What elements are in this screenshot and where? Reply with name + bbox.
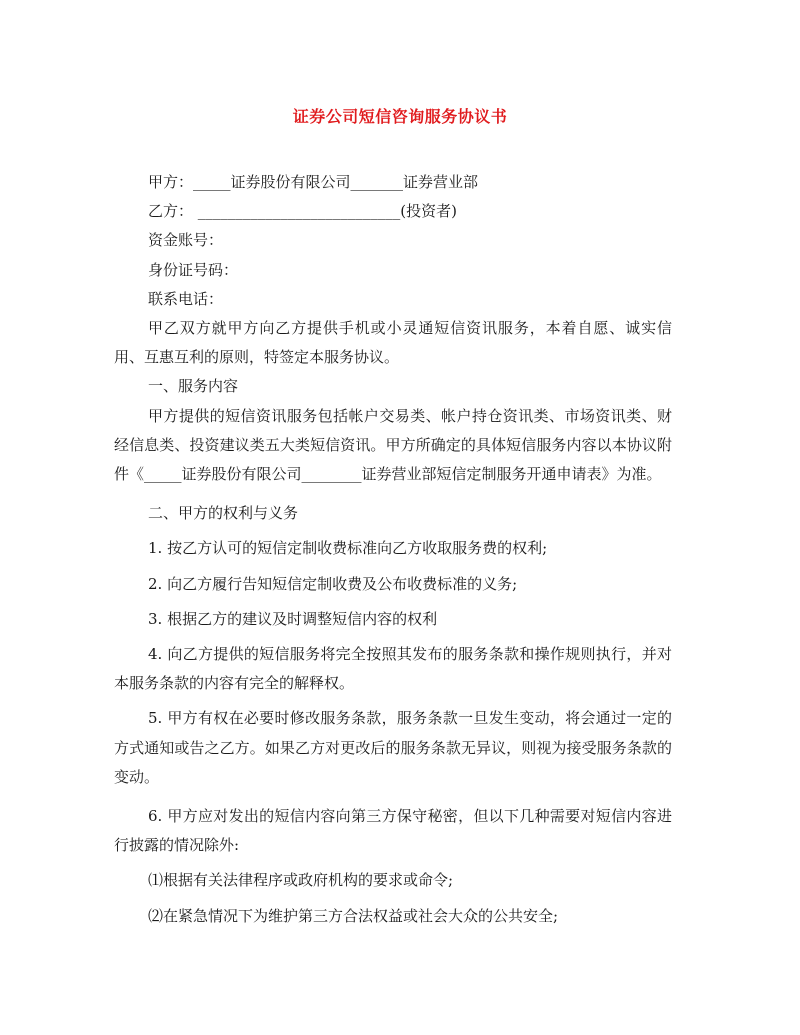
clause-1: 1. 按乙方认可的短信定制收费标准向乙方收取服务费的权利; [148,539,548,558]
clause-2: 2. 向乙方履行告知短信定制收费及公布收费标准的义务; [148,574,518,593]
document-title: 证券公司短信咨询服务协议书 [292,107,508,126]
clause-6: 6. 甲方应对发出的短信内容向第三方保守秘密，但以下几种需要对短信内容进行披露的情况除外: [114,807,672,855]
section-heading-service-content: 一、服务内容 [148,377,239,396]
clause-3: 3. 根据乙方的建议及时调整短信内容的权利 [148,609,438,628]
clause-6-item-2: ⑵在紧急情况下为维护第三方合法权益或社会大众的公共安全; [148,906,559,925]
document-body [114,168,672,931]
clause-5: 5. 甲方有权在必要时修改服务条款，服务条款一旦发生变动，将会通过一定的方式通知或告之乙方。如果乙方对更改后的服务条款无异议，则视为接受服务条款的变动。 [114,709,672,786]
clause-6-item-1: ⑴根据有关法律程序或政府机构的要求或命令; [148,871,454,890]
clause-4: 4. 向乙方提供的短信服务将完全按照其发布的服务条款和操作规则执行，并对本服务条款的内容有完全的解释权。 [114,645,672,693]
preamble-paragraph: 甲乙双方就甲方向乙方提供手机或小灵通短信资讯服务，本着自愿、诚实信用、互惠互利的原则，特签定本服务协议。 [114,319,672,367]
service-content-paragraph: 甲方提供的短信资讯服务包括帐户交易类、帐户持仓资讯类、市场资讯类、财经信息类、投资建议类五大类短信资讯。甲方所确定的具体短信服务内容以本协议附件《_____证券股份有限公司________证券营业部短信定制服务开通申请表》为准。 [114,406,672,484]
phone-line: 联系电话： [148,289,224,308]
id-number-line: 身份证号码： [148,260,239,279]
section-heading-rights-obligations: 二、甲方的权利与义务 [148,504,299,523]
account-number-line: 资金账号： [148,231,224,250]
party-b-line: 乙方： ___________________________(投资者) [148,202,457,221]
party-a-line: 甲方：_____证券股份有限公司_______证券营业部 [148,173,479,191]
